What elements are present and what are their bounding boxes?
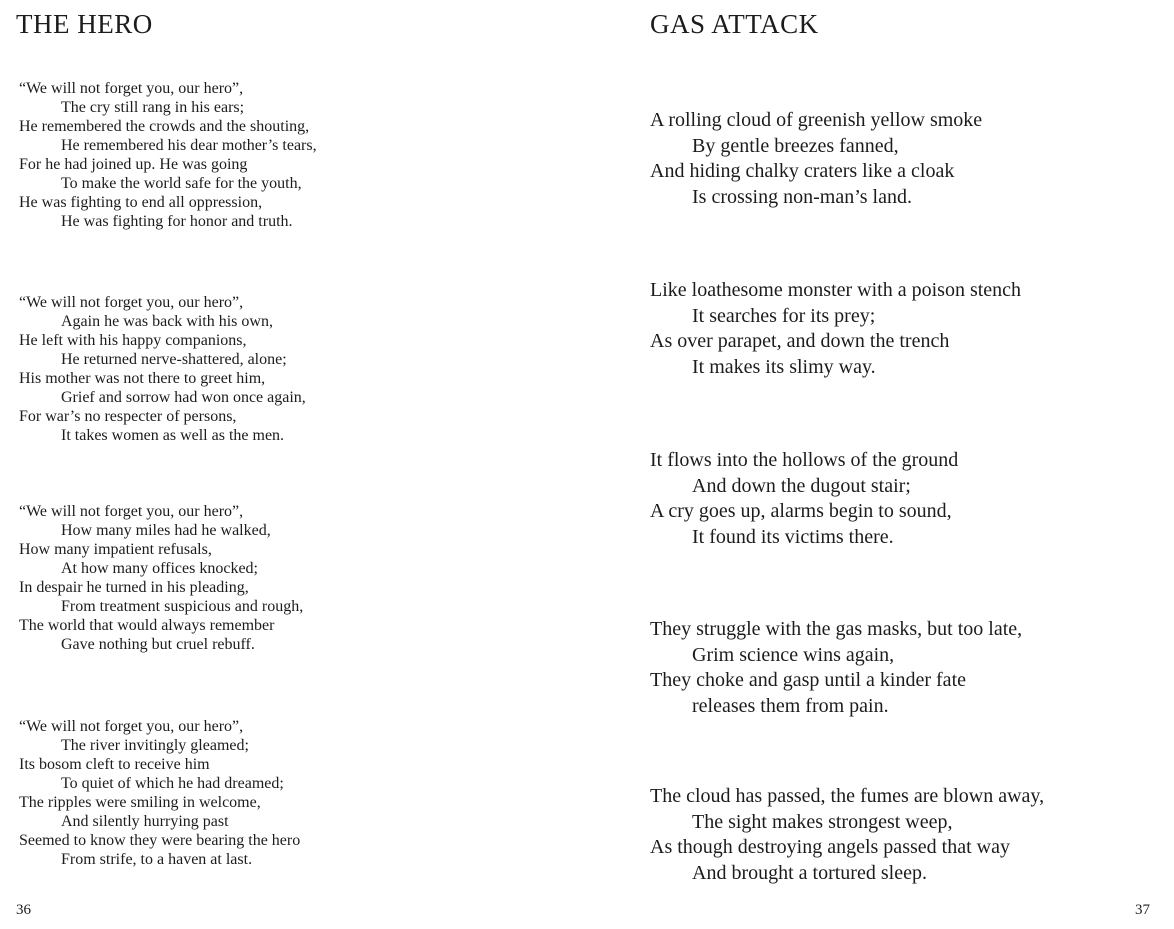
hero-stanza-4: [19, 717, 300, 869]
poem-line: From strife, to a haven at last.: [61, 851, 253, 868]
poem-line: Grief and sorrow had won once again,: [61, 389, 306, 406]
poem-line: How many miles had he walked,: [61, 522, 271, 539]
poem-line: How many impatient refusals,: [19, 541, 212, 558]
poem-line: The river invitingly gleamed;: [61, 737, 249, 754]
poem-line: He remembered his dear mother’s tears,: [61, 137, 317, 154]
poem-line: Seemed to know they were bearing the hero: [19, 832, 301, 849]
page-number-left: 36: [16, 902, 31, 918]
poem-line: A cry goes up, alarms begin to sound,: [650, 500, 952, 522]
poem-line: It makes its slimy way.: [692, 355, 876, 378]
poem-line: They choke and gasp until a kinder fate: [650, 669, 966, 691]
poem-line: Again he was back with his own,: [61, 313, 273, 330]
poem-line: The world that would always remember: [19, 617, 275, 634]
right-page: [587, 0, 1174, 929]
poem-line: They struggle with the gas masks, but too late,: [650, 618, 1023, 640]
gas-attack-stanza-5: [650, 784, 1044, 886]
poem-title-gas-attack: GAS ATTACK: [650, 9, 819, 39]
poem-line: For war’s no respecter of persons,: [19, 408, 237, 425]
poem-line: A rolling cloud of greenish yellow smoke: [650, 109, 983, 131]
poem-line: It takes women as well as the men.: [61, 427, 285, 444]
poem-line: It flows into the hollows of the ground: [650, 449, 959, 471]
poem-line: Is crossing non-man’s land.: [692, 185, 912, 208]
poem-line: It searches for its prey;: [692, 304, 876, 327]
poem-line: “We will not forget you, our hero”,: [19, 294, 244, 311]
gas-attack-stanza-1: [650, 108, 982, 210]
poem-line: The cloud has passed, the fumes are blown away,: [650, 785, 1045, 807]
poem-line: He returned nerve-shattered, alone;: [61, 351, 287, 368]
poem-line: “We will not forget you, our hero”,: [19, 718, 244, 735]
poem-line: The ripples were smiling in welcome,: [19, 794, 261, 811]
poem-line: He was fighting to end all oppression,: [19, 194, 263, 211]
poem-line: “We will not forget you, our hero”,: [19, 503, 244, 520]
poem-line: And hiding chalky craters like a cloak: [650, 160, 955, 182]
poem-line: As over parapet, and down the trench: [650, 330, 950, 352]
poem-line: From treatment suspicious and rough,: [61, 598, 304, 615]
poem-line: And brought a tortured sleep.: [692, 861, 927, 884]
poem-line: He was fighting for honor and truth.: [61, 213, 293, 230]
gas-attack-stanza-2: [650, 278, 1021, 380]
poem-line: In despair he turned in his pleading,: [19, 579, 249, 596]
poem-line: At how many offices knocked;: [61, 560, 258, 577]
poem-line: And silently hurrying past: [61, 813, 229, 830]
poem-line: He remembered the crowds and the shouting,: [19, 118, 310, 135]
poem-line: To quiet of which he had dreamed;: [61, 775, 284, 792]
poem-line: And down the dugout stair;: [692, 474, 911, 497]
poem-line: Grim science wins again,: [692, 643, 895, 666]
poem-line: For he had joined up. He was going: [19, 156, 248, 173]
poem-title-the-hero: THE HERO: [16, 9, 153, 39]
gas-attack-stanza-3: [650, 448, 958, 550]
poem-line: Its bosom cleft to receive him: [19, 756, 210, 773]
poem-line: He left with his happy companions,: [19, 332, 247, 349]
poem-line: Like loathesome monster with a poison stench: [650, 279, 1022, 301]
poem-line: As though destroying angels passed that way: [650, 836, 1010, 858]
poem-line: “We will not forget you, our hero”,: [19, 80, 244, 97]
page-number-right: 37: [1135, 902, 1150, 918]
hero-stanza-2: [19, 293, 306, 445]
poem-line: The sight makes strongest weep,: [692, 810, 953, 833]
hero-stanza-1: [19, 79, 317, 231]
poem-line: The cry still rang in his ears;: [61, 99, 245, 116]
poem-line: To make the world safe for the youth,: [61, 175, 302, 192]
poem-line: Gave nothing but cruel rebuff.: [61, 636, 255, 653]
poem-line: It found its victims there.: [692, 525, 894, 548]
poem-line: His mother was not there to greet him,: [19, 370, 266, 387]
poem-line: releases them from pain.: [692, 694, 889, 717]
poem-line: By gentle breezes fanned,: [692, 134, 899, 157]
gas-attack-stanza-4: [650, 617, 1022, 719]
hero-stanza-3: [19, 502, 303, 654]
